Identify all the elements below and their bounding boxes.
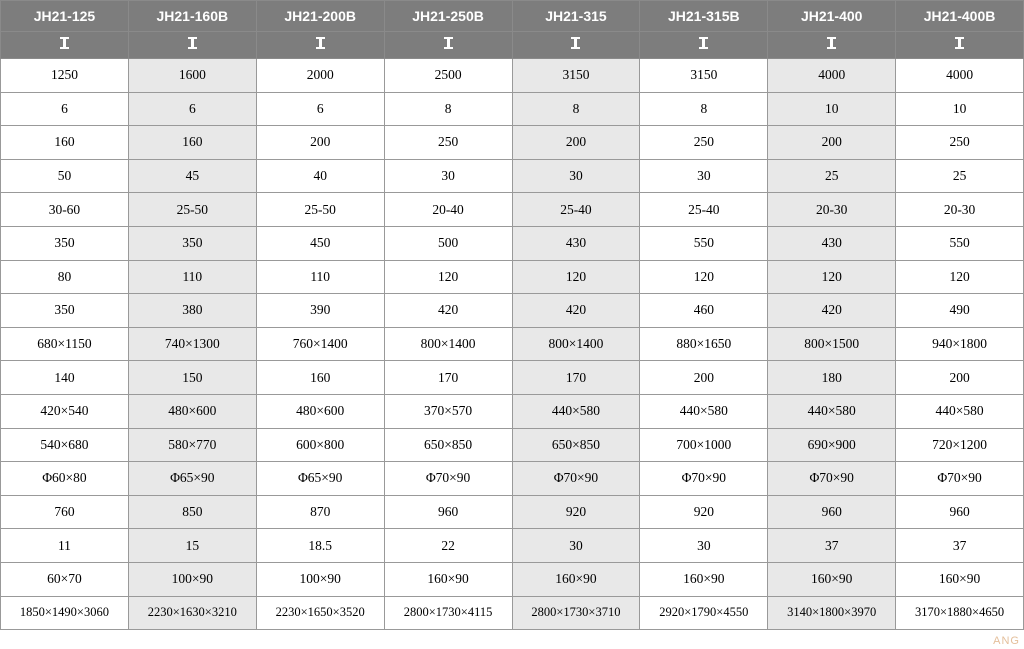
table-cell: 37 xyxy=(896,529,1024,563)
table-cell: 30 xyxy=(640,529,768,563)
header-row xyxy=(1,1,1024,32)
table-cell: 940×1800 xyxy=(896,327,1024,361)
table-row xyxy=(1,428,1024,462)
table-cell: 30 xyxy=(640,159,768,193)
table-cell: 15 xyxy=(128,529,256,563)
unit-symbol-icon xyxy=(63,37,66,49)
table-cell: 4000 xyxy=(768,59,896,93)
unit-row xyxy=(1,32,1024,59)
unit-cell xyxy=(896,32,1024,59)
table-cell: 760×1400 xyxy=(256,327,384,361)
table-cell: 120 xyxy=(384,260,512,294)
table-cell: 350 xyxy=(1,294,129,328)
table-cell: 3150 xyxy=(640,59,768,93)
table-cell: 110 xyxy=(128,260,256,294)
table-cell: 450 xyxy=(256,226,384,260)
table-cell: 50 xyxy=(1,159,129,193)
table-cell: 25-50 xyxy=(128,193,256,227)
table-cell: 6 xyxy=(256,92,384,126)
table-cell: 250 xyxy=(384,126,512,160)
table-cell: 880×1650 xyxy=(640,327,768,361)
unit-symbol-icon xyxy=(574,37,577,49)
table-cell: 720×1200 xyxy=(896,428,1024,462)
table-cell: 420 xyxy=(768,294,896,328)
table-cell: 25 xyxy=(896,159,1024,193)
table-row xyxy=(1,361,1024,395)
table-cell: 920 xyxy=(640,495,768,529)
table-cell: 20-30 xyxy=(896,193,1024,227)
table-cell: 430 xyxy=(768,226,896,260)
unit-symbol-icon xyxy=(830,37,833,49)
table-cell: 2800×1730×3710 xyxy=(512,596,640,630)
table-cell: 8 xyxy=(384,92,512,126)
table-cell: 740×1300 xyxy=(128,327,256,361)
unit-symbol-icon xyxy=(447,37,450,49)
table-cell: 10 xyxy=(896,92,1024,126)
watermark: ANG xyxy=(993,635,1020,647)
column-header: JH21-400B xyxy=(896,1,1024,32)
table-cell: 760 xyxy=(1,495,129,529)
table-cell: 440×580 xyxy=(896,394,1024,428)
unit-symbol-icon xyxy=(191,37,194,49)
table-cell: 110 xyxy=(256,260,384,294)
table-row xyxy=(1,327,1024,361)
table-cell: 45 xyxy=(128,159,256,193)
table-cell: Φ70×90 xyxy=(512,462,640,496)
table-row xyxy=(1,59,1024,93)
unit-cell xyxy=(256,32,384,59)
table-cell: 200 xyxy=(640,361,768,395)
table-row xyxy=(1,260,1024,294)
table-cell: 8 xyxy=(512,92,640,126)
table-cell: 120 xyxy=(768,260,896,294)
table-cell: 20-30 xyxy=(768,193,896,227)
table-cell: 870 xyxy=(256,495,384,529)
table-cell: 1600 xyxy=(128,59,256,93)
table-cell: 540×680 xyxy=(1,428,129,462)
table-cell: 490 xyxy=(896,294,1024,328)
table-cell: 3150 xyxy=(512,59,640,93)
table-cell: 25-40 xyxy=(640,193,768,227)
table-cell: 60×70 xyxy=(1,562,129,596)
column-header: JH21-160B xyxy=(128,1,256,32)
table-cell: 4000 xyxy=(896,59,1024,93)
table-cell: 200 xyxy=(256,126,384,160)
table-cell: 200 xyxy=(896,361,1024,395)
unit-cell xyxy=(1,32,129,59)
table-row xyxy=(1,529,1024,563)
table-cell: Φ60×80 xyxy=(1,462,129,496)
table-cell: 160×90 xyxy=(640,562,768,596)
table-cell: 600×800 xyxy=(256,428,384,462)
table-cell: 960 xyxy=(384,495,512,529)
table-cell: 500 xyxy=(384,226,512,260)
table-cell: Φ70×90 xyxy=(896,462,1024,496)
table-cell: 1850×1490×3060 xyxy=(1,596,129,630)
table-row xyxy=(1,394,1024,428)
unit-cell xyxy=(128,32,256,59)
table-row xyxy=(1,562,1024,596)
table-cell: 11 xyxy=(1,529,129,563)
table-cell: 22 xyxy=(384,529,512,563)
table-cell: 2230×1630×3210 xyxy=(128,596,256,630)
column-header: JH21-250B xyxy=(384,1,512,32)
column-header: JH21-315B xyxy=(640,1,768,32)
table-row xyxy=(1,495,1024,529)
table-cell: 800×1400 xyxy=(512,327,640,361)
table-cell: 920 xyxy=(512,495,640,529)
table-cell: 650×850 xyxy=(512,428,640,462)
table-cell: 2000 xyxy=(256,59,384,93)
table-cell: 20-40 xyxy=(384,193,512,227)
table-cell: 480×600 xyxy=(256,394,384,428)
table-cell: 3140×1800×3970 xyxy=(768,596,896,630)
table-cell: 25 xyxy=(768,159,896,193)
table-cell: Φ70×90 xyxy=(384,462,512,496)
table-cell: 100×90 xyxy=(128,562,256,596)
table-cell: 2500 xyxy=(384,59,512,93)
table-cell: 420×540 xyxy=(1,394,129,428)
table-cell: 350 xyxy=(128,226,256,260)
table-cell: 850 xyxy=(128,495,256,529)
table-cell: 440×580 xyxy=(512,394,640,428)
table-cell: 25-40 xyxy=(512,193,640,227)
table-cell: 700×1000 xyxy=(640,428,768,462)
table-cell: 160×90 xyxy=(384,562,512,596)
table-cell: 120 xyxy=(896,260,1024,294)
table-cell: 430 xyxy=(512,226,640,260)
table-cell: 420 xyxy=(512,294,640,328)
table-cell: 200 xyxy=(768,126,896,160)
table-cell: 250 xyxy=(896,126,1024,160)
table-cell: Φ70×90 xyxy=(768,462,896,496)
unit-cell xyxy=(640,32,768,59)
column-header: JH21-200B xyxy=(256,1,384,32)
table-cell: 150 xyxy=(128,361,256,395)
table-cell: 170 xyxy=(512,361,640,395)
table-row xyxy=(1,159,1024,193)
table-cell: 440×580 xyxy=(768,394,896,428)
table-cell: 390 xyxy=(256,294,384,328)
table-cell: 6 xyxy=(128,92,256,126)
table-cell: 960 xyxy=(768,495,896,529)
table-cell: 120 xyxy=(640,260,768,294)
table-cell: 460 xyxy=(640,294,768,328)
table-row xyxy=(1,193,1024,227)
column-header: JH21-315 xyxy=(512,1,640,32)
unit-symbol-icon xyxy=(319,37,322,49)
table-cell: 420 xyxy=(384,294,512,328)
table-row xyxy=(1,596,1024,630)
table-cell: 10 xyxy=(768,92,896,126)
table-cell: 160 xyxy=(256,361,384,395)
table-cell: 160×90 xyxy=(512,562,640,596)
table-cell: 180 xyxy=(768,361,896,395)
table-cell: 30 xyxy=(512,159,640,193)
table-row xyxy=(1,92,1024,126)
table-body xyxy=(1,59,1024,630)
table-cell: 440×580 xyxy=(640,394,768,428)
table-cell: 80 xyxy=(1,260,129,294)
table-cell: 350 xyxy=(1,226,129,260)
table-cell: 30 xyxy=(384,159,512,193)
table-cell: 1250 xyxy=(1,59,129,93)
column-header: JH21-125 xyxy=(1,1,129,32)
table-header xyxy=(1,1,1024,59)
table-cell: 960 xyxy=(896,495,1024,529)
unit-cell xyxy=(768,32,896,59)
table-cell: 40 xyxy=(256,159,384,193)
table-cell: 6 xyxy=(1,92,129,126)
table-cell: 2800×1730×4115 xyxy=(384,596,512,630)
table-cell: 3170×1880×4650 xyxy=(896,596,1024,630)
table-cell: 160×90 xyxy=(896,562,1024,596)
table-cell: 800×1400 xyxy=(384,327,512,361)
unit-cell xyxy=(384,32,512,59)
table-cell: 580×770 xyxy=(128,428,256,462)
table-cell: 480×600 xyxy=(128,394,256,428)
table-cell: 160×90 xyxy=(768,562,896,596)
table-cell: 160 xyxy=(128,126,256,160)
table-cell: 8 xyxy=(640,92,768,126)
table-cell: 690×900 xyxy=(768,428,896,462)
table-row xyxy=(1,294,1024,328)
table-cell: 200 xyxy=(512,126,640,160)
table-cell: 550 xyxy=(896,226,1024,260)
table-cell: 680×1150 xyxy=(1,327,129,361)
table-cell: 18.5 xyxy=(256,529,384,563)
table-cell: Φ65×90 xyxy=(128,462,256,496)
table-cell: 2920×1790×4550 xyxy=(640,596,768,630)
table-cell: 37 xyxy=(768,529,896,563)
table-cell: 650×850 xyxy=(384,428,512,462)
table-cell: 250 xyxy=(640,126,768,160)
table-cell: 170 xyxy=(384,361,512,395)
table-cell: 100×90 xyxy=(256,562,384,596)
table-cell: 140 xyxy=(1,361,129,395)
table-cell: 380 xyxy=(128,294,256,328)
table-cell: Φ70×90 xyxy=(640,462,768,496)
unit-cell xyxy=(512,32,640,59)
table-cell: 160 xyxy=(1,126,129,160)
table-cell: 370×570 xyxy=(384,394,512,428)
table-cell: 30 xyxy=(512,529,640,563)
table-cell: 2230×1650×3520 xyxy=(256,596,384,630)
table-cell: 120 xyxy=(512,260,640,294)
table-cell: 25-50 xyxy=(256,193,384,227)
table-cell: 30-60 xyxy=(1,193,129,227)
table-row xyxy=(1,462,1024,496)
table-cell: 800×1500 xyxy=(768,327,896,361)
table-row xyxy=(1,226,1024,260)
table-cell: 550 xyxy=(640,226,768,260)
table-row xyxy=(1,126,1024,160)
unit-symbol-icon xyxy=(958,37,961,49)
table-cell: Φ65×90 xyxy=(256,462,384,496)
column-header: JH21-400 xyxy=(768,1,896,32)
unit-symbol-icon xyxy=(702,37,705,49)
